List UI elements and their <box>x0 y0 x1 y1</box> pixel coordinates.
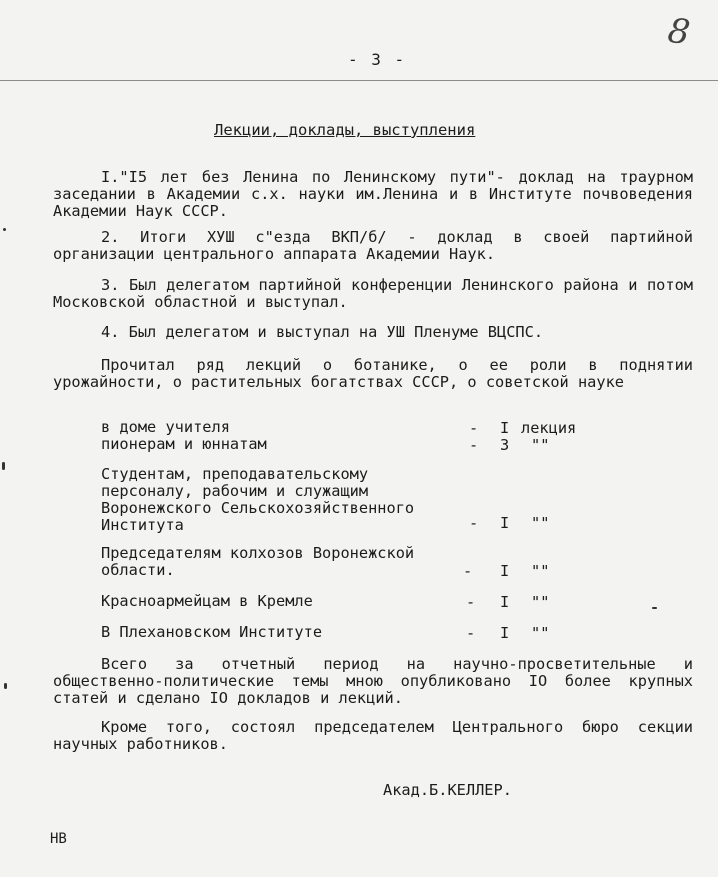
lecture-item <box>101 624 322 641</box>
lecture-unit: "" <box>531 562 550 580</box>
handwritten-page-number: 8 <box>665 10 693 54</box>
lecture-dash: - <box>469 419 479 437</box>
lecture-item <box>101 593 313 610</box>
scan-speck <box>4 683 7 689</box>
lecture-count: I <box>500 514 510 532</box>
lecture-count: 3 <box>500 436 510 454</box>
lecture-unit: "" <box>531 624 550 642</box>
lecture-item <box>101 419 230 436</box>
lecture-dash: - <box>466 624 476 642</box>
lecture-dash: - <box>469 436 479 454</box>
document-heading: Лекции, доклады, выступления <box>214 121 476 139</box>
paragraph-3: 3. Был делегатом партийной конференции Ленинского района и потом Московской областной и выступал. <box>53 276 693 311</box>
lecture-count: I <box>500 562 510 580</box>
paragraph-4: 4. Был делегатом и выступал на УШ Пленуме ВЦСПС. <box>101 323 544 341</box>
additional-paragraph: Кроме того, состоял председателем Центрального бюро секции научных работников. <box>53 718 693 753</box>
lecture-unit: "" <box>531 436 550 454</box>
lecture-dash: - <box>469 514 479 532</box>
lecture-unit: лекция <box>521 419 577 437</box>
page-number: - 3 - <box>348 50 407 69</box>
lecture-unit: "" <box>531 593 550 611</box>
paragraph-1: I."I5 лет без Ленина по Ленинскому пути"- доклад на траурном заседании в Академии с.х. науки им.Ленина и в Институте почвоведения Академии Наук СССР. <box>53 168 693 220</box>
lecture-audience: в доме учителя <box>101 418 230 436</box>
lecture-audience: Председателям колхозов Воронежской области. <box>101 544 415 579</box>
paragraph-2: 2. Итоги ХУШ с"езда ВКП/б/ - доклад в своей партийной организации центрального аппарата Академии Наук. <box>53 228 693 263</box>
summary-paragraph: Всего за отчетный период на научно-просветительные и общественно-политические темы мною опубликовано IO более крупных статей и сделано IO докладов и лекций. <box>53 655 693 707</box>
lecture-audience: пионерам и юннатам <box>101 435 267 453</box>
scan-speck <box>3 228 6 231</box>
lecture-count: I <box>500 419 510 437</box>
lecture-audience: В Плехановском Институте <box>101 623 323 641</box>
scan-speck <box>652 607 657 609</box>
fold-line <box>0 80 718 81</box>
lecture-item <box>101 545 431 579</box>
typist-initials: НВ <box>50 831 67 847</box>
lecture-count: I <box>500 624 510 642</box>
paragraph-5: Прочитал ряд лекций о ботанике, о ее роли в поднятии урожайности, о растительных богатствах СССР, о советской науке <box>53 356 693 391</box>
lecture-dash: - <box>463 562 473 580</box>
lecture-item <box>101 466 451 534</box>
scan-speck <box>2 462 5 470</box>
lecture-dash: - <box>466 593 476 611</box>
lecture-audience: Студентам, преподавательскому персоналу, рабочим и служащим Воронежского Сельскохозяйственного Института <box>101 465 415 534</box>
lecture-unit: "" <box>531 514 550 532</box>
lecture-audience: Красноармейцам в Кремле <box>101 592 313 610</box>
signature: Акад.Б.КЕЛЛЕР. <box>383 781 512 799</box>
lecture-count: I <box>500 593 510 611</box>
lecture-item <box>101 436 267 453</box>
